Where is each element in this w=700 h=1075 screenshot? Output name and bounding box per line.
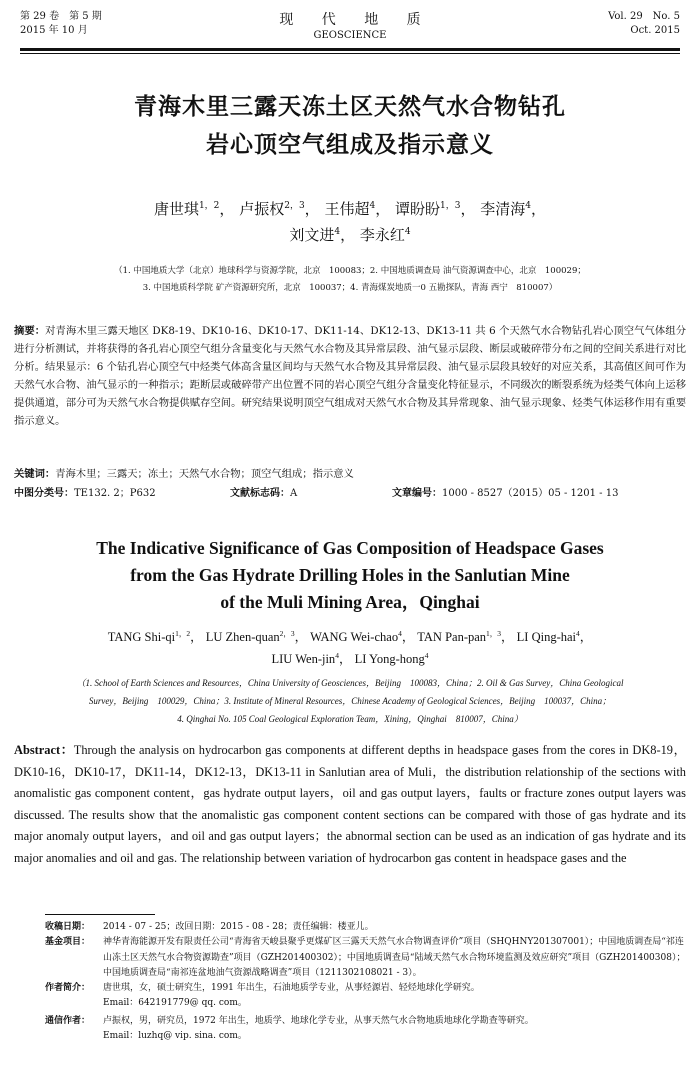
author-en-sup: 4 (398, 628, 402, 638)
date-en: Oct. 2015 (630, 25, 680, 36)
author-en-sup: 2，3 (279, 628, 295, 638)
header-rule-thick (20, 48, 680, 51)
author-en-sup: 4 (335, 650, 339, 660)
author-separator: ， (338, 652, 352, 666)
doc-code-value: A (290, 488, 298, 499)
author-cn-name: 谭盼盼 (395, 200, 441, 218)
author-en-sup: 1，2 (175, 628, 191, 638)
author-en-sup: 4 (576, 628, 580, 638)
title-cn-line1: 青海木里三露天冻土区天然气水合物钻孔 (134, 94, 566, 120)
affiliations-cn (20, 263, 680, 297)
author-en-name: TAN Pan-pan (417, 630, 487, 644)
abstract-cn-text: 对青海木里三露天地区 DK8-19、DK10-16、DK10-17、DK11-14、DK12-13、DK13-11 共 6 个天然气水合物钻孔岩心顶空气气体组分进行分析测试，并将获得的各孔岩心顶空气组分含量变化与天然气水合物及其异常层段、油气显示层段、断层或破碎带分布之间的空间关系进行对比分析。结果显示：6 个钻孔岩心顶空气中烃类气体高含量区间均与天然气水合物及其异常层段、油气显示层段具较好的对应关系，其高值区间可作为天然气水合物、油气显示的一种指示；距断层或破碎带产出位置不同的岩心顶空气组分含量变化特征显示，不同级次的断裂系统为烃类气体向上运移提供通道，部分可为天然气水合物提供赋存空间。研究结果说明顶空气组成对天然气水合物及其异常现象、油气显示现象、烃类气体运移作用有重要指示意义。 (14, 325, 686, 427)
authors-en-line1 (20, 626, 680, 648)
article-number (392, 486, 618, 502)
author-separator: ， (375, 200, 391, 218)
author-en-name: WANG Wei-chao (310, 630, 399, 644)
affiliation-cn-line: 3. 中国地质科学院 矿产资源研究所，北京 100037；4. 青海煤炭地质一0 五勘探队，青海 西宁 810007） (142, 283, 558, 293)
author-separator: ， (401, 630, 415, 644)
volume-issue-cn: 第 29 卷 第 5 期 (20, 11, 102, 22)
author-cn-name: 卢振权 (239, 200, 285, 218)
authors-cn-line2 (20, 222, 680, 248)
abstract-en-text: Through the analysis on hydrocarbon gas components at different depths in headspace gases from the cores in DK8-19，DK10-16，DK10-17，DK11-14，DK12-13，DK13-11 in Sanlutian area of Muli，the distribution relationship of the sections with anomalistic gas component content，gas hydrate output layers，oil and gas output layers，faults or fracture zones output layers was discussed. The results show that the anomalistic gas component content sections can be compared with those of gas hydrate and its major anomaly output layers，and oil and gas output layers；the abnormal section can be used as an indication of gas hydrate and its major anomalies and oil and gas. The relationship between variation of hydrocarbon gas content in headspace gases and the (14, 743, 686, 865)
author-en-sup: 4 (424, 650, 429, 660)
volume-issue-en: Vol. 29 No. 5 (608, 11, 680, 22)
corresponding-label: 通信作者： (45, 1015, 91, 1026)
authors-cn (20, 196, 680, 248)
dates-label: 收稿日期： (45, 922, 91, 932)
clc-label: 中图分类号： (14, 488, 74, 499)
keywords-cn-label: 关键词： (14, 468, 56, 480)
footnote-dates (45, 920, 686, 935)
footnote-rule (45, 914, 155, 915)
affiliation-en-line: 4. Qinghai No. 105 Coal Geological Exploration Team，Xining，Qinghai 810007，China） (177, 714, 523, 724)
author-cn-sup: 4 (404, 227, 411, 237)
author-separator: ， (340, 226, 356, 244)
keywords-cn-text: 青海木里；三露天；冻土；天然气水合物；顶空气组成；指示意义 (55, 468, 354, 480)
author-separator: ， (190, 630, 203, 644)
journal-name-cn: 现 代 地 质 (279, 12, 433, 28)
author-separator: ， (579, 630, 593, 644)
authors-en-line2 (20, 648, 680, 670)
corresponding-email: Email：luzhq@ vip. sina. com。 (103, 1031, 247, 1042)
title-en-line2: from the Gas Hydrate Drilling Holes in the Sanlutian Mine (130, 565, 570, 585)
footnote-corresponding (45, 1014, 686, 1045)
author-bio-label: 作者简介： (45, 983, 91, 994)
article-number-label: 文章编号： (392, 488, 442, 499)
affiliation-en-line: （1. School of Earth Sciences and Resources，China University of Geosciences，Beijing 100083，China；2. Oil & Gas Survey，China Geological (76, 678, 624, 688)
clc-number (14, 486, 156, 502)
footnote-author-bio (45, 981, 686, 1012)
doc-code-label: 文献标志码： (230, 488, 290, 499)
author-cn-name: 唐世琪 (153, 200, 199, 218)
abstract-en (14, 740, 686, 869)
author-email: Email：642191779@ qq. com。 (103, 998, 247, 1009)
affiliation-cn-line: （1. 中国地质大学（北京）地球科学与资源学院，北京 100083；2. 中国地质调查局 油气资源调查中心，北京 100029； (114, 266, 586, 276)
author-cn-sup: 4 (369, 201, 376, 211)
header-center (20, 10, 680, 42)
author-cn-sup: 1，2 (198, 201, 220, 211)
funding-text: 神华青海能源开发有限责任公司“青海省天峻县聚乎更煤矿区三露天天然气水合物调查评价”项目（SHQHNY201307001）；中国地质调查局“祁连山冻土区天然气水合物资源勘查”项目（GZH201400302）；中国地质调查局“陆域天然气水合物环境监测及效应研究”项目（GZH201400308）；中国地质调查局“南祁连盆地油气资源战略调查”项目（1211302108021 - 3）。 (103, 937, 686, 978)
author-en-name: LI Yong-hong (354, 652, 425, 666)
abstract-en-label: Abstract： (14, 743, 74, 757)
title-cn-line2: 岩心顶空气组成及指示意义 (206, 132, 494, 158)
author-separator: ， (531, 200, 547, 218)
author-cn-name: 王伟超 (324, 200, 370, 218)
author-cn-name: 刘文进 (289, 226, 335, 244)
author-en-sup: 1，3 (486, 628, 502, 638)
author-en-name: LU Zhen-quan (205, 630, 280, 644)
authors-en (20, 626, 680, 670)
journal-name-en: GEOSCIENCE (313, 30, 387, 41)
title-en (20, 535, 680, 616)
corresponding-text: 卢振权，男，研究员，1972 年出生，地质学、地球化学专业，从事天然气水合物地质地球化学勘查等研究。 (103, 1015, 534, 1026)
author-en-name: TANG Shi-qi (107, 630, 176, 644)
header-rule-thin (20, 53, 680, 54)
article-number-value: 1000 - 8527（2015）05 - 1201 - 13 (442, 488, 619, 499)
author-separator: ， (294, 630, 308, 644)
keywords-cn (14, 466, 686, 482)
author-cn-name: 李永红 (359, 226, 405, 244)
author-separator: ， (219, 200, 235, 218)
author-bio-text: 唐世琪，女，硕士研究生，1991 年出生，石油地质学专业，从事烃源岩、轻烃地球化学研究。 (103, 983, 480, 994)
dates-text: 2014 - 07 - 25；改回日期：2015 - 08 - 28；责任编辑：楼亚儿。 (103, 922, 374, 932)
author-en-name: LIU Wen-jin (271, 652, 336, 666)
title-en-line3: of the Muli Mining Area，Qinghai (220, 592, 480, 612)
affiliations-en (24, 674, 676, 728)
author-cn-sup: 4 (334, 227, 341, 237)
authors-cn-line1 (20, 196, 680, 222)
author-cn-sup: 4 (525, 201, 532, 211)
document-code (230, 486, 297, 502)
author-cn-sup: 1，3 (440, 201, 461, 211)
abstract-cn (14, 322, 686, 430)
clc-value: TE132. 2；P632 (74, 488, 156, 499)
affiliation-en-line: Survey，Beijing 100029，China；3. Institute of Mineral Resources，Chinese Academy of Geological Sciences，Beijing 100037，China； (88, 696, 612, 706)
header-right (608, 10, 680, 38)
footnote-funding (45, 935, 686, 981)
author-separator: ， (304, 200, 320, 218)
author-separator: ， (460, 200, 476, 218)
author-cn-sup: 2，3 (284, 201, 305, 211)
footnotes (45, 920, 686, 1044)
date-cn: 2015 年 10 月 (20, 25, 88, 36)
author-cn-name: 李清海 (480, 200, 526, 218)
title-cn (20, 88, 680, 164)
author-separator: ， (501, 630, 514, 644)
title-en-line1: The Indicative Significance of Gas Composition of Headspace Gases (96, 538, 604, 558)
abstract-cn-label: 摘要： (14, 325, 46, 337)
funding-label: 基金项目： (45, 937, 91, 948)
author-en-name: LI Qing-hai (516, 630, 577, 644)
